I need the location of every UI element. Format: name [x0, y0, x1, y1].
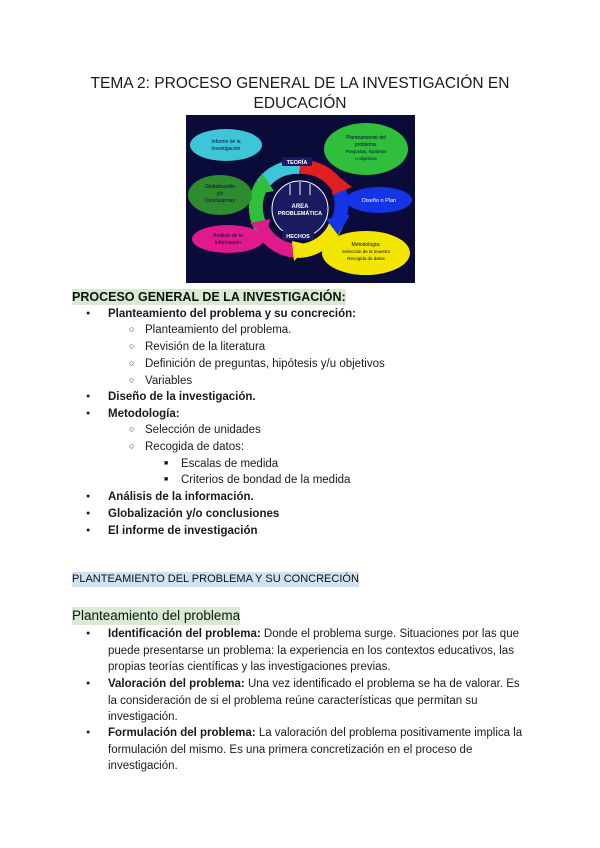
sub-sub-item-criterios-bondad: ■ Criterios de bondad de la medida	[181, 472, 350, 489]
list-item-metodologia: ● Metodología:	[108, 406, 180, 423]
bubble-metodologia-line-2: Selección de la muestra	[341, 249, 391, 254]
sub-sub-item-escalas-medida: ■ Escalas de medida	[181, 456, 278, 473]
bubble-analisis-line-1: Análisis de la	[213, 233, 243, 239]
section-heading-proceso-general: PROCESO GENERAL DE LA INVESTIGACIÓN:	[72, 290, 346, 304]
page-title-line-2: EDUCACIÓN	[253, 95, 347, 112]
sub-item-definicion-preguntas: ○ Definición de preguntas, hipótesis y/u objetivos	[145, 356, 385, 373]
bubble-informe	[190, 129, 262, 161]
hechos-label: HECHOS	[286, 234, 310, 240]
bubble-planteamiento-line-1: Planteamiento del	[345, 135, 387, 141]
sub-item-revision-literatura: ○ Revisión de la literatura	[145, 339, 265, 356]
bubble-metodologia-line-1: Metodología:	[351, 242, 381, 248]
p2-line-3: investigación.	[108, 711, 178, 723]
list-item-diseno: ● Diseño de la investigación.	[108, 389, 256, 406]
p3-line-1: La valoración del problema positivamente implica la	[258, 727, 523, 739]
term-formulacion: Formulación del problema:	[108, 727, 256, 739]
bubble-diseno-label: Diseño o Plan	[361, 198, 397, 204]
center-label-line-2: PROBLEMÁTICA	[277, 211, 323, 217]
paragraph-identificacion: ● Identificación del problema: Donde el problema surge. Situaciones por las que puede presentarse un problema: la experiencia en los contextos educativos, las propias teorías científicas y las investigaciones previas.	[108, 626, 528, 676]
teoria-label: TEORÍA	[286, 160, 308, 166]
sub-item-planteamiento-problema: ○ Planteamiento del problema.	[145, 322, 291, 339]
p3-line-3: investigación.	[108, 760, 178, 772]
bubble-analisis-line-2: información	[215, 240, 241, 246]
bubble-metodologia-line-3: Recogida de datos	[347, 256, 385, 261]
page-title-line-1: TEMA 2: PROCESO GENERAL DE LA INVESTIGACIÓN EN	[90, 75, 510, 92]
bubble-analisis	[192, 225, 264, 253]
subheading-planteamiento-problema: Planteamiento del problema	[72, 608, 241, 623]
center-label-line-1: AREA	[291, 204, 309, 210]
list-item-globalizacion: ● Globalización y/o conclusiones	[108, 506, 279, 523]
p3-line-2: formulación del mismo. Es una primera concretización en el proceso de	[108, 743, 473, 756]
bubble-globalizacion-line-1: Globalización	[204, 184, 236, 190]
bubble-informe-line-2: investigación	[211, 146, 241, 152]
paragraph-valoracion: ● Valoración del problema: Una vez identificado el problema se ha de valorar. Es la consideración de si el problema reúne características que permitan su investigación.	[108, 676, 528, 726]
term-valoracion: Valoración del problema:	[108, 678, 245, 690]
bubble-planteamiento-line-2: problema.	[354, 142, 378, 148]
p2-line-2: la consideración de si el problema reúne características que permitan su	[108, 694, 478, 707]
sub-item-variables: ○ Variables	[145, 373, 192, 390]
p1-line-1: Donde el problema surge. Situaciones por las que	[263, 628, 519, 640]
paragraph-formulacion: ● Formulación del problema: La valoración del problema positivamente implica la formulación del mismo. Es una primera concretización en el proceso de investigación.	[108, 725, 528, 775]
p1-line-3: propias teorías científicas y las investigaciones previas.	[108, 661, 391, 673]
term-identificacion: Identificación del problema:	[108, 628, 261, 640]
section-heading-planteamiento-concrecion: PLANTEAMIENTO DEL PROBLEMA Y SU CONCRECIÓN	[72, 573, 359, 585]
research-process-diagram	[186, 115, 415, 283]
p2-line-1: Una vez identificado el problema se ha de valorar. Es	[247, 678, 520, 690]
list-item-informe: ● El informe de investigación	[108, 523, 258, 540]
bubble-informe-line-1: Informe de la	[211, 139, 241, 145]
bubble-globalizacion-line-3: Conclusiones	[204, 198, 236, 204]
sub-item-recogida-datos: ○ Recogida de datos:	[145, 439, 244, 456]
bubble-planteamiento-line-4: u objetivos	[355, 156, 377, 161]
p1-line-2: puede presentarse un problema: la experiencia en los contextos educativos, las	[108, 644, 514, 657]
sub-item-seleccion-unidades: ○ Selección de unidades	[145, 422, 261, 439]
bubble-globalizacion-line-2: y/o	[216, 191, 224, 197]
list-item-planteamiento: ● Planteamiento del problema y su concreción:	[108, 306, 356, 323]
list-item-analisis: ● Análisis de la información.	[108, 489, 254, 506]
bubble-planteamiento-line-3: Preguntas, hipótesis	[345, 149, 387, 154]
